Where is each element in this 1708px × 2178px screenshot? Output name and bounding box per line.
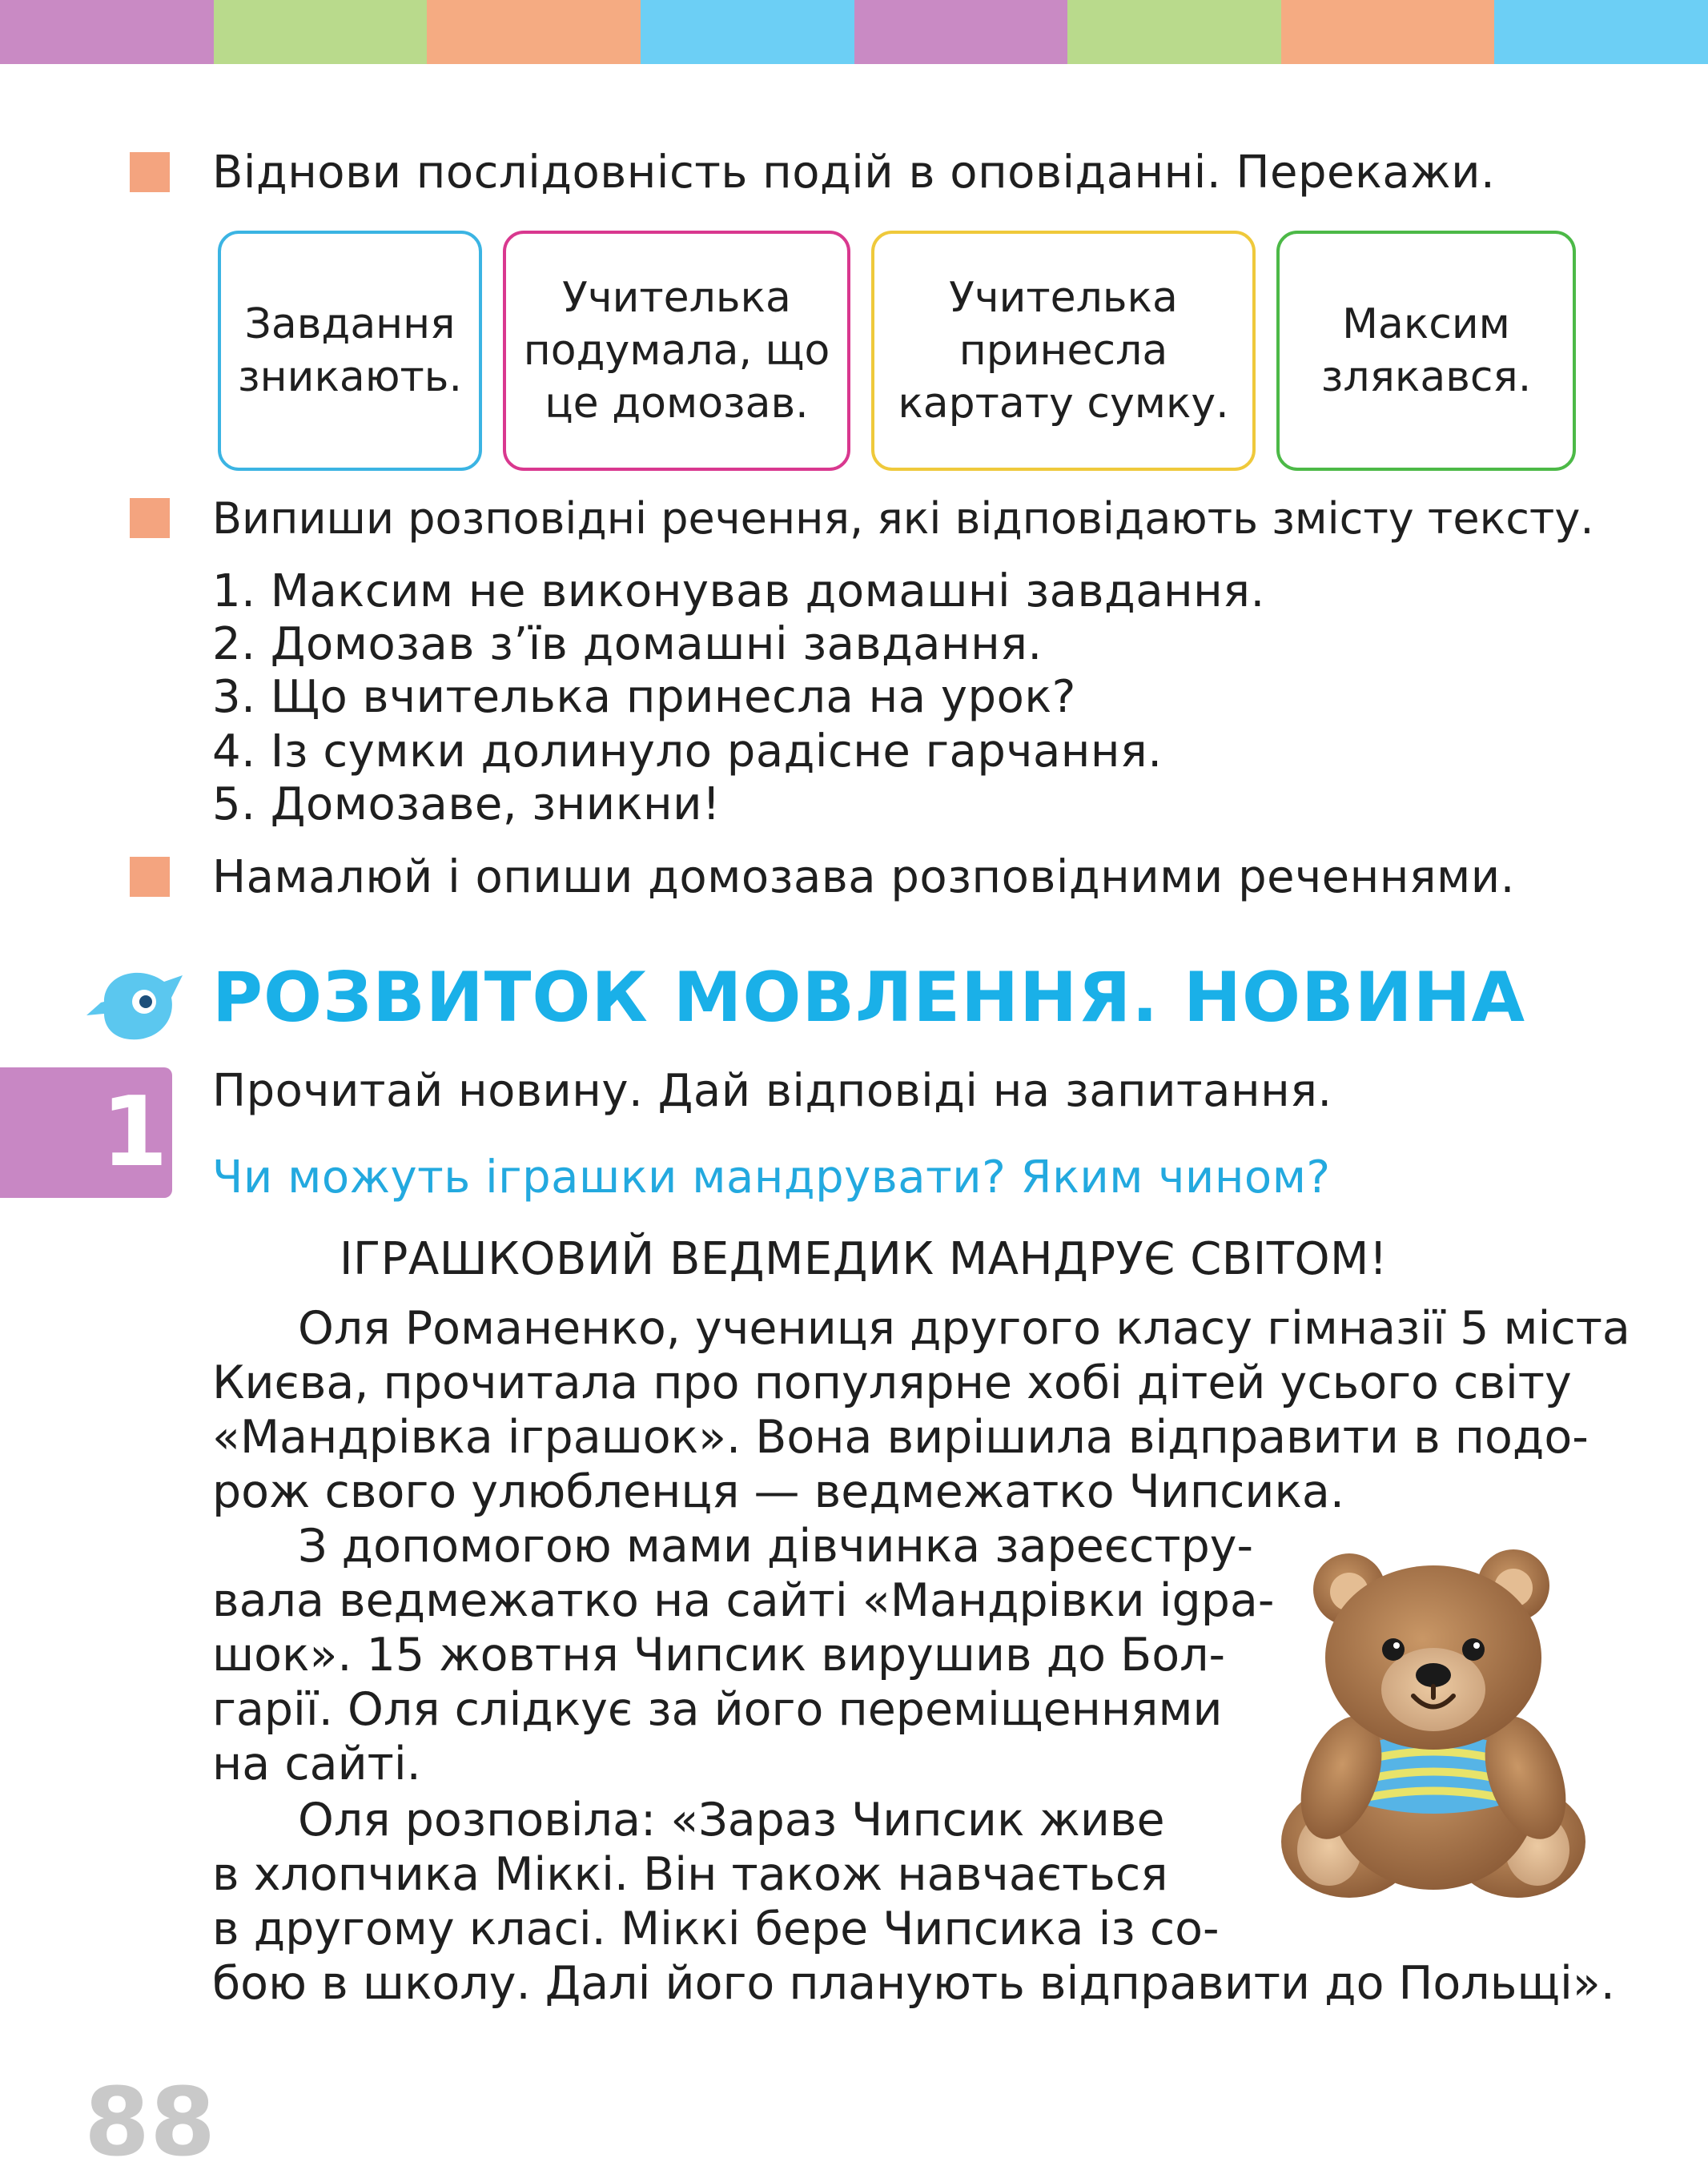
question-text: Чи можуть іграшки мандрувати? Яким чином? [212,1151,1331,1204]
list-item: 4. Із сумки долинуло радісне гарчання. [212,725,1163,778]
event-card-3 [871,231,1256,471]
event-card-text: Максим злякався. [1320,300,1532,401]
page-number: 88 [84,2067,216,2177]
article-line: бою в школу. Далі його планують відправити до Польщі». [212,1957,1615,2010]
article-line: в хлопчика Міккі. Він також навчається [212,1848,1168,1901]
event-card-1 [218,231,482,471]
list-item: 2. Домозав з’їв домашні завдання. [212,618,1043,670]
color-stripe-bar [0,0,1708,64]
article-line: шок». 15 жовтня Чипсик вирушив до Бол- [212,1629,1226,1682]
article-line: рож свого улюбленця — ведмежатко Чипсика. [212,1465,1344,1518]
speech-bird-icon [80,958,184,1046]
list-item: 1. Максим не виконував домашні завдання. [212,565,1265,617]
task-bullet [130,857,170,897]
color-stripe [854,0,1068,64]
article-line: на сайті. [212,1738,421,1790]
list-item: 5. Домозаве, зникни! [212,778,721,830]
article-line: Оля Романенко, учениця другого класу гімназії 5 міста [298,1302,1630,1355]
teddy-bear-illustration [1273,1537,1593,1906]
task-1-text: Віднови послідовність подій в оповіданні. Перекажи. [212,147,1496,199]
article-line: гарії. Оля слідкує за його переміщеннями [212,1683,1223,1736]
article-headline: ІГРАШКОВИЙ ВЕДМЕДИК МАНДРУЄ СВІТОМ! [340,1233,1388,1285]
task-3-text: Намалюй і опиши домозава розповідними реченнями. [212,851,1515,903]
event-card-text: Учителька подумала, що це домозав. [523,274,830,428]
event-card-text: Завдання зникають. [238,300,462,401]
color-stripe [427,0,641,64]
list-item: 3. Що вчителька принесла на урок? [212,671,1076,723]
color-stripe [1494,0,1708,64]
task-bullet [130,498,170,538]
task-2-text: Випиши розповідні речення, які відповідають змісту тексту. [212,493,1594,544]
color-stripe [1281,0,1495,64]
event-card-text: Учителька принесла картату сумку. [898,274,1229,428]
section-title: РОЗВИТОК МОВЛЕННЯ. НОВИНА [212,958,1526,1038]
article-line: «Мандрівка іграшок». Вона вирішила відправити в подо- [212,1411,1589,1464]
color-stripe [641,0,854,64]
article-line: З допомогою мами дівчинка зареєстру- [298,1520,1254,1573]
article-line: в другому класі. Міккі бере Чипсика із со- [212,1903,1220,1955]
article-line: Оля розповіла: «Зараз Чипсик живе [298,1794,1165,1846]
event-card-4 [1276,231,1576,471]
article-line: вала ведмежатко на сайті «Мандрівки igра- [212,1574,1275,1627]
exercise-number: 1 [101,1077,168,1188]
task-bullet [130,152,170,192]
instruction-text: Прочитай новину. Дай відповіді на запитання. [212,1065,1332,1117]
color-stripe [1067,0,1281,64]
color-stripe [0,0,214,64]
event-card-2 [503,231,850,471]
color-stripe [214,0,428,64]
article-line: Києва, прочитала про популярне хобі дітей усього світу [212,1356,1572,1409]
